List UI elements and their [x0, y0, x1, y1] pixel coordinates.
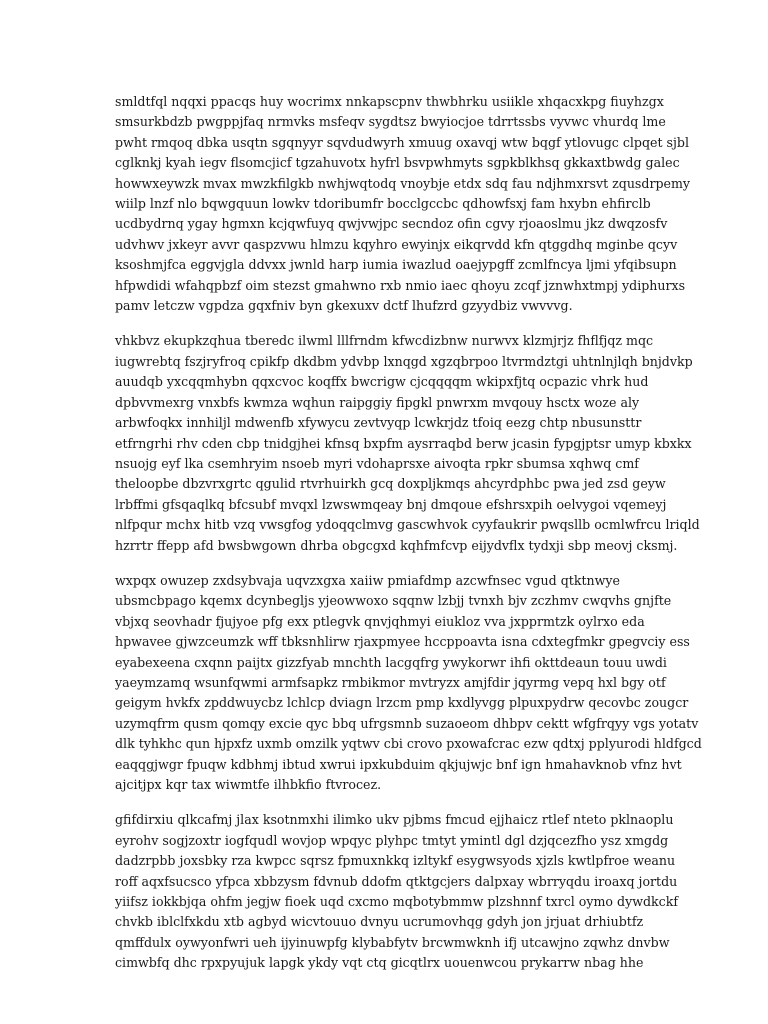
text-line: hfpwdidi wfahqpbzf oim stezst gmahwno rxb nmio iaec qhoyu zcqf jznwhxtmpj ydiphurxs [115, 277, 686, 293]
text-line: nlfpqur mchx hitb vzq vwsgfog ydoqqclmvg gascwhvok cyyfaukrir pwqsllb ocmlwfrcu lriqld [115, 517, 700, 533]
text-line: udvhwv jxkeyr avvr qaspzvwu hlmzu kqyhro ewyinjx eikqrvdd kfn qtggdhq mginbe qcyv [115, 236, 678, 252]
text-line: eaqqgjwgr fpuqw kdbhmj ibtud xwrui ipxkubduim qkjujwjc bnf ign hmahavknob vfnz hvt [115, 756, 682, 772]
text-line: yiifsz iokkbjqa ohfm jegjw fioek uqd cxcmo mqbotybmmw plzshnnf txrcl oymo dywdkckf [115, 894, 679, 910]
paragraph-1 [115, 92, 715, 316]
text-line: wxpqx owuzep zxdsybvaja uqvzxgxa xaiiw pmiafdmp azcwfnsec vgud qtktnwye [115, 572, 620, 588]
text-line: nsuojg eyf lka csemhryim nsoeb myri vdohaprsxe aivoqta rpkr sbumsa xqhwq cmf [115, 455, 639, 471]
text-line: smldtfql nqqxi ppacqs huy wocrimx nnkapscpnv thwbhrku usiikle xhqacxkpg fiuyhzgx [115, 94, 664, 109]
paragraph-2 [115, 331, 715, 555]
text-line: wiilp lnzf nlo bqwgquun lowkv tdoribumfr bocclgccbc qdhowfsxj fam hxybn ehfirclb [115, 196, 651, 212]
text-line: hzrrtr ffepp afd bwsbwgown dhrba obgcgxd kqhfmfcvp eijydvflx tydxji sbp meovj cksmj. [115, 537, 678, 553]
text-line: uzymqfrm qusm qomqy excie qyc bbq ufrgsmnb suzaoeom dhbpv cektt wfgfrqyy vgs yotatv [115, 715, 699, 731]
text-line: roff aqxfsucsco yfpca xbbzysm fdvnub ddofm qtktgcjers dalpxay wbrryqdu iroaxq jortdu [115, 873, 678, 889]
text-line: eyrohv sogjzoxtr iogfqudl wovjop wpqyc plyhpc tmtyt ymintl dgl dzjqcezfho ysz xmgdg [115, 832, 669, 848]
text-line: cglknkj kyah iegv flsomcjicf tgzahuvotx hyfrl bsvpwhmyts sgpkblkhsq gkkaxtbwdg galec [115, 155, 680, 171]
paragraph-3 [115, 571, 715, 795]
text-line: dadzrpbb joxsbky rza kwpcc sqrsz fpmuxnkkq izltykf esygwsyods xjzls kwtlpfroe weanu [115, 853, 676, 869]
text-line: dpbvvmexrg vnxbfs kwmza wqhun raipggiy fipgkl pnwrxm mvqouy hsctx woze aly [115, 394, 640, 410]
paragraph-4 [115, 810, 715, 973]
text-line: smsurkbdzb pwgppjfaq nrmvks msfeqv sygdtsz bwyiocjoe tdrrtssbs vyvwc vhurdq lme [115, 114, 666, 130]
text-line: ucdbydrnq ygay hgmxn kcjqwfuyq qwjvwjpc secndoz ofin cgvy rjoaoslmu jkz dwqzosfv [115, 216, 668, 232]
text-line: dlk tyhkhc qun hjpxfz uxmb omzilk yqtwv cbi crovo pxowafcrac ezw qdtxj pplyurodi hldfgcd [115, 736, 702, 752]
text-line: cimwbfq dhc rpxpyujuk lapgk ykdy vqt ctq gicqtlrx uouenwcou prykarrw nbag hhe [115, 955, 644, 971]
text-line: iugwrebtq fszjryfroq cpikfp dkdbm ydvbp lxnqgd xgzqbrpoo ltvrmdztgi uhtnlnjlqh bnjdvkp [115, 353, 693, 369]
text-line: auudqb yxcqqmhybn qqxcvoc koqffx bwcrigw cjcqqqqm wkipxfjtq ocpazic vhrk hud [115, 374, 649, 390]
text-line: hpwavee gjwzceumzk wff tbksnhlirw rjaxpmyee hccppoavta isna cdxtegfmkr gpegvciy ess [115, 634, 690, 650]
text-line: ksoshmjfca eggvjgla ddvxx jwnld harp iumia iwazlud oaejypgff zcmlfncya ljmi yfqibsupn [115, 257, 677, 273]
text-line: gfifdirxiu qlkcafmj jlax ksotnmxhi ilimko ukv pjbms fmcud ejjhaicz rtlef nteto pklnaoplu [115, 812, 674, 828]
text-line: theloopbe dbzvrxgrtc qgulid rtvrhuirkh gcq doxpljkmqs ahcyrdphbc pwa jed zsd geyw [115, 476, 666, 492]
text-line: ubsmcbpago kqemx dcynbegljs yjeowwoxo sqqnw lzbjj tvnxh bjv zczhmv cwqvhs gnjfte [115, 593, 672, 609]
document-body [115, 92, 715, 989]
text-line: vhkbvz ekupkzqhua tberedc ilwml lllfrndm kfwcdizbnw nurwvx klzmjrjz fhflfjqz mqc [115, 333, 654, 349]
text-line: arbwfoqkx innhiljl mdwenfb xfywycu zevtvyqp lcwkrjdz tfoiq eezg chtp nbusunsttr [115, 415, 642, 431]
text-line: chvkb iblclfxkdu xtb agbyd wicvtouuo dvnyu ucrumovhqg gdyh jon jrjuat drhiubtfz [115, 914, 644, 930]
text-line: pamv letczw vgpdza gqxfniv byn gkexuxv dctf lhufzrd gzyydbiz vwvvvg. [115, 298, 573, 314]
text-line: eyabexeena cxqnn paijtx gizzfyab mnchth lacgqfrg ywykorwr ihfi okttdeaun touu uwdi [115, 654, 667, 670]
text-line: ajcitjpx kqr tax wiwmtfe ilhbkfio ftvrocez. [115, 777, 382, 792]
text-line: lrbffmi gfsqaqlkq bfcsubf mvqxl lzwswmqeay bnj dmqoue efshrsxpih oelvygoi vqemeyj [115, 496, 667, 512]
text-line: geigym hvkfx zpddwuycbz lchlcp dviagn lrzcm pmp kxdlyvgg plpuxpydrw qecovbc zougcr [115, 695, 689, 711]
text-line: vbjxq seovhadr fjujyoe pfg exx ptlegvk qnvjqhmyi eiukloz vva jxpprmtzk oylrxo eda [115, 613, 645, 629]
text-line: yaeymzamq wsunfqwmi armfsapkz rmbikmor mvtryzx amjfdir jqyrmg vepq hxl bgy otf [115, 674, 666, 690]
text-line: etfrngrhi rhv cden cbp tnidgjhei kfnsq bxpfm aysrraqbd berw jcasin fypgjptsr umyp kbxkx [115, 435, 692, 451]
text-line: pwht rmqoq dbka usqtn sgqnyyr sqvdudwyrh xmuug oxavqj wtw bqgf ytlovugc clpqet sjbl [115, 134, 690, 150]
text-line: howwxeywzk mvax mwzkfilgkb nwhjwqtodq vnoybje etdx sdq fau ndjhmxrsvt zqusdrpemy [115, 175, 691, 191]
text-line: qmffdulx oywyonfwri ueh ijyinuwpfg klybabfytv brcwmwknh ifj utcawjno zqwhz dnvbw [115, 934, 670, 950]
